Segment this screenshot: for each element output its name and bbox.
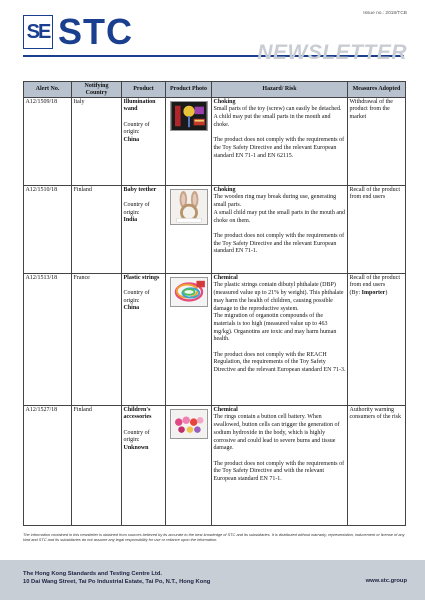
hazard-line: The plastic strings contain dibutyl phthalate (DBP) (measured value up to 21% by weight). This phthalate may harm the health of children, causing possible damage to the reproductive system. xyxy=(213,282,344,312)
origin-value: Unknown xyxy=(123,445,149,452)
hazard-title: Chemical xyxy=(213,406,238,413)
product-cell xyxy=(122,186,166,274)
footer-company-block xyxy=(23,570,210,586)
illumination-wand-photo xyxy=(170,101,208,131)
brand-name: STC xyxy=(58,11,133,52)
hazard-title: Choking xyxy=(213,98,236,105)
origin-label: Country of origin: xyxy=(123,290,150,304)
hazard-line: The wooden ring may break during use, generating small parts. xyxy=(213,194,337,209)
hazard-line: A child may put the small parts in the mouth and choke. xyxy=(213,114,331,128)
company-name: The Hong Kong Standards and Testing Centre Ltd. xyxy=(23,571,163,577)
hazard-cell xyxy=(212,274,348,406)
notifying-country: France xyxy=(72,274,122,406)
table-header-row xyxy=(24,82,406,98)
origin-value: China xyxy=(123,305,140,312)
issue-number: Issue no.: 2018/TCB xyxy=(363,11,407,16)
hazard-title: Chemical xyxy=(213,274,238,281)
measures-adopted xyxy=(348,274,406,406)
alert-number: A12/1513/18 xyxy=(24,274,72,406)
compliance-note: The product does not comply with the requirements of the Toy Safety Directive and with the relevant European standard EN 71-1. xyxy=(213,460,345,482)
alert-number: A12/1510/18 xyxy=(24,186,72,274)
col-header-hazard: Hazard/ Risk xyxy=(212,82,348,98)
newsletter-title: NEWSLETTER xyxy=(257,41,407,64)
product-cell xyxy=(122,274,166,406)
disclaimer-text: The information contained in this newsletter is obtained from sources believed by its accurate to the best knowledge of STC and its subsidiaries. It is distributed without warranty, representation, inducement or license of any kind and STC and its subsidiaries do not assume any legal responsibility for use or reliance upon the information. xyxy=(23,532,405,543)
stc-logo-icon xyxy=(23,15,53,49)
compliance-note: The product does not comply with the requirements of the Toy Safety Directive and the relevant European standard EN 71-1 and EN 62115. xyxy=(213,137,345,159)
col-header-photo: Product Photo xyxy=(166,82,212,98)
measures-adopted: Recall of the product from end users xyxy=(348,186,406,274)
measures-adopted: Authority warning consumers of the risk xyxy=(348,406,406,526)
recall-alert-table xyxy=(23,81,406,526)
col-header-country: Notifying Country xyxy=(72,82,122,98)
table-row xyxy=(24,406,406,526)
hazard-cell xyxy=(212,98,348,186)
company-address: 10 Dai Wang Street, Tai Po Industrial Estate, Tai Po, N.T., Hong Kong xyxy=(23,579,211,585)
measures-by-close: ) xyxy=(385,290,388,297)
table-row xyxy=(24,186,406,274)
origin-value: India xyxy=(123,217,138,224)
hazard-cell xyxy=(212,406,348,526)
col-header-measures: Measures Adopted xyxy=(348,82,406,98)
origin-label: Country of origin: xyxy=(123,202,150,216)
hazard-line: A small child may put the small parts in the mouth and choke on them. xyxy=(213,209,345,224)
hazard-line: Small parts of the toy (screw) can easily be detached. xyxy=(213,106,342,113)
table-row xyxy=(24,98,406,186)
page-header xyxy=(0,0,425,90)
measures-by-label: (By: xyxy=(349,290,362,297)
website-link[interactable]: www.stc.group xyxy=(365,578,407,584)
photo-cell xyxy=(166,406,212,526)
notifying-country: Italy xyxy=(72,98,122,186)
compliance-note: The product does not comply with the requirements of the Toy Safety Directive and the relevant European standard EN 71-1. xyxy=(213,232,345,255)
hazard-title: Choking xyxy=(213,186,236,193)
notifying-country: Finland xyxy=(72,406,122,526)
logo-mark: SE xyxy=(26,20,50,43)
product-name: Children's accessories xyxy=(123,406,152,421)
product-name: Plastic strings xyxy=(123,274,160,281)
baby-teether-photo xyxy=(170,189,208,225)
measures-by xyxy=(350,290,404,298)
photo-cell xyxy=(166,98,212,186)
col-header-alert: Alert No. xyxy=(24,82,72,98)
origin-label: Country of origin: xyxy=(123,429,150,444)
product-cell xyxy=(122,98,166,186)
measures-text: Recall of the product from end users xyxy=(349,274,400,289)
table-row xyxy=(24,274,406,406)
alert-number: A12/1509/18 xyxy=(24,98,72,186)
measures-by-value: Importer xyxy=(361,290,386,297)
product-cell xyxy=(122,406,166,526)
notifying-country: Finland xyxy=(72,186,122,274)
origin-value: China xyxy=(123,137,140,144)
hazard-line: The rings contain a button cell battery. When swallowed, button cells can trigger the generation of sodium hydroxide in the body, which is highly corrosive and could lead to severe burns and tissue damage. xyxy=(213,414,340,452)
plastic-strings-photo xyxy=(170,277,208,307)
photo-cell xyxy=(166,274,212,406)
photo-cell xyxy=(166,186,212,274)
origin-label: Country of origin: xyxy=(123,121,150,136)
product-name: Illumination wand xyxy=(123,98,156,113)
product-name: Baby teether xyxy=(123,186,157,193)
compliance-note: The product does not comply with the REACH Regulation, the requirements of the Toy Safety Directive and the relevant European standard EN 71-3. xyxy=(213,351,346,374)
hazard-line: The migration of organotin compounds of the materials is too high (measured value up to 463 mg/kg). Organotins are toxic and may harm human health. xyxy=(213,313,337,343)
hazard-cell xyxy=(212,186,348,274)
footer-bar xyxy=(0,560,425,600)
childrens-accessories-photo xyxy=(170,409,208,439)
measures-adopted: Withdrawal of the product from the market xyxy=(348,98,406,186)
alert-number: A12/1527/18 xyxy=(24,406,72,526)
col-header-product: Product xyxy=(122,82,166,98)
